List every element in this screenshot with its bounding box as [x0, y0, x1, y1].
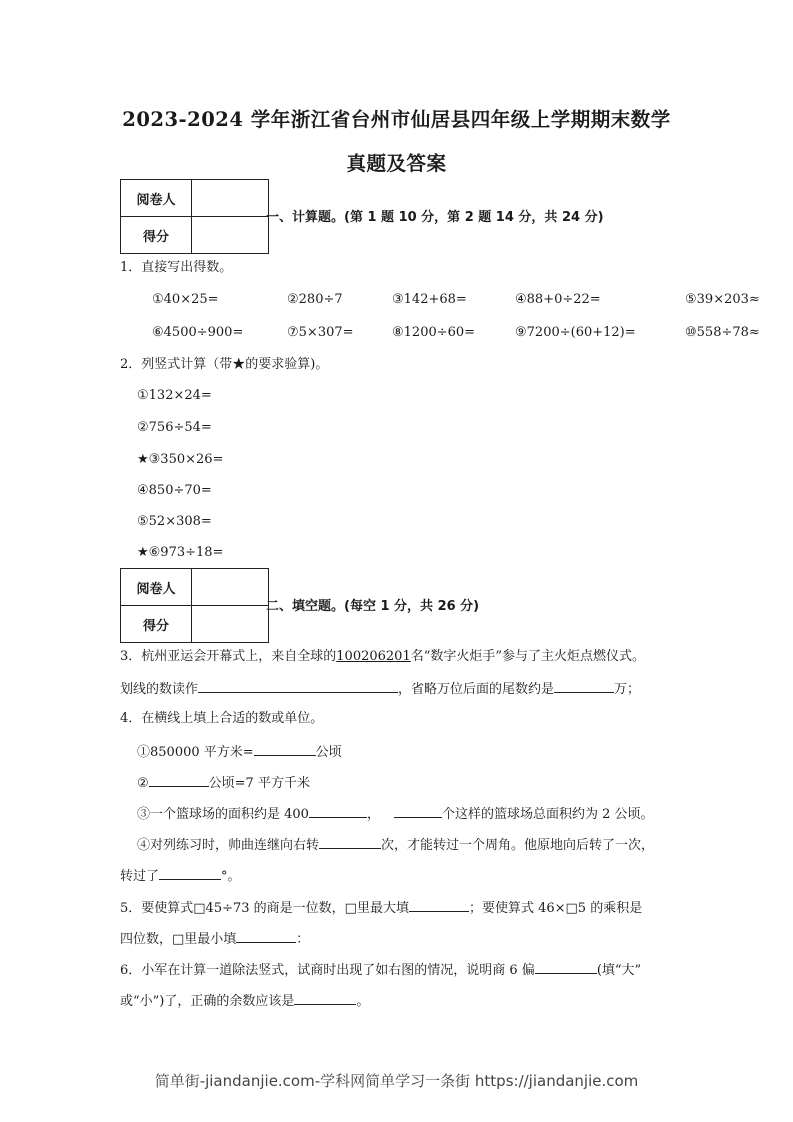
- q1-item-4: ④88+0÷22=: [515, 292, 601, 307]
- q5-line1: [120, 897, 642, 919]
- q4-2-text-b: 公顷=7 平方千米: [208, 776, 310, 791]
- q4-1-text-a: ①850000 平方米=: [137, 745, 254, 760]
- q1-item-3: ③142+68=: [392, 292, 467, 307]
- q2-item-3: ★③350×26=: [137, 452, 224, 467]
- q4-4-blank-1[interactable]: [319, 834, 381, 849]
- q4-2-text-a: ②: [137, 776, 149, 791]
- q4-4-text-b: 次，才能转过一个周角。他原地向后转了一次，: [381, 838, 655, 853]
- q4-1-text-b: 公顷: [315, 745, 342, 760]
- q4-3-blank-2[interactable]: [394, 803, 442, 818]
- q3-text-d: ，省略万位后面的尾数约是: [398, 682, 555, 697]
- q1-item-5: ⑤39×203≈: [685, 292, 760, 307]
- page-footer: 简单街-jiandanjie.com-学科网简单学习一条街 https://jiandanjie.com: [154, 1072, 639, 1090]
- reviewer-label: 阅卷人: [121, 180, 192, 217]
- q6-text-c: 或“小”)了，正确的余数应该是: [120, 994, 295, 1009]
- q3-underlined-number: 100206201: [336, 649, 411, 664]
- q4-title: 4．在横线上填上合适的数或单位。: [120, 711, 324, 726]
- doc-title-line2: 真题及答案: [346, 152, 447, 175]
- grader-box-2: [120, 568, 269, 643]
- grader-box-1: [120, 179, 269, 254]
- q4-3-blank-1[interactable]: [309, 803, 367, 818]
- q3-text-c: 划线的数读作: [120, 682, 199, 697]
- q5-text-b: ；要使算式 46×□5 的乘积是: [468, 901, 643, 916]
- section1-heading: 一、计算题。(第 1 题 10 分，第 2 题 14 分，共 24 分): [266, 210, 604, 225]
- q1-item-6: ⑥4500÷900=: [152, 325, 244, 340]
- q4-2-blank[interactable]: [149, 772, 209, 787]
- q3-line1: [120, 647, 645, 667]
- q4-3-text-a: ③一个篮球场的面积约是 400: [137, 807, 309, 822]
- q3-blank-2[interactable]: [554, 678, 614, 693]
- q3-line2: [120, 678, 640, 700]
- q4-4-text-d: °。: [221, 869, 241, 884]
- q4-item-1: [137, 741, 342, 763]
- score-cell: [192, 217, 269, 254]
- score-cell: [192, 606, 269, 643]
- doc-title-line1: 2023-2024 学年浙江省台州市仙居县四年级上学期期末数学: [122, 108, 671, 131]
- q6-text-b: (填“大”: [596, 963, 642, 978]
- q2-item-2: ②756÷54=: [137, 420, 212, 435]
- q1-item-10: ⑩558÷78≈: [685, 325, 760, 340]
- q4-item-3: [137, 803, 654, 825]
- q4-4-blank-2[interactable]: [159, 865, 221, 880]
- q2-item-1: ①132×24=: [137, 388, 212, 403]
- reviewer-cell: [192, 180, 269, 217]
- q2-item-6: ★⑥973÷18=: [137, 545, 224, 560]
- score-label: 得分: [121, 606, 192, 643]
- q3-text-e: 万；: [614, 682, 641, 697]
- q5-blank-2[interactable]: [236, 928, 296, 943]
- q4-item-2: [137, 772, 310, 794]
- q2-title: 2．列竖式计算（带★的要求验算)。: [120, 357, 329, 372]
- q1-item-9: ⑨7200÷(60+12)=: [515, 325, 636, 340]
- q5-text-d: ：: [296, 932, 310, 947]
- q5-text-c: 四位数，□里最小填: [120, 932, 237, 947]
- q3-text-b: 名“数字火炬手”参与了主火炬点燃仪式。: [410, 649, 646, 664]
- q1-title: 1．直接写出得数。: [120, 260, 233, 275]
- q1-item-1: ①40×25=: [152, 292, 219, 307]
- q1-item-8: ⑧1200÷60=: [392, 325, 476, 340]
- q6-line2: [120, 990, 369, 1012]
- q4-4-text-c: 转过了: [120, 869, 160, 884]
- q2-item-5: ⑤52×308=: [137, 514, 212, 529]
- q2-item-4: ④850÷70=: [137, 483, 212, 498]
- q6-blank-2[interactable]: [294, 990, 356, 1005]
- q5-blank-1[interactable]: [409, 897, 469, 912]
- q5-line2: [120, 928, 309, 950]
- q4-1-blank[interactable]: [254, 741, 316, 756]
- q5-text-a: 5．要使算式□45÷73 的商是一位数，□里最大填: [120, 901, 409, 916]
- reviewer-cell: [192, 569, 269, 606]
- q4-item-4-line1: [137, 834, 654, 856]
- q6-blank-1[interactable]: [535, 959, 597, 974]
- q4-4-text-a: ④对列练习时，帅曲连继向右转: [137, 838, 320, 853]
- q6-text-d: 。: [356, 994, 370, 1009]
- q3-text-a: 3．杭州亚运会开幕式上，来自全球的: [120, 649, 337, 664]
- q1-item-7: ⑦5×307=: [287, 325, 354, 340]
- section2-heading: 二、填空题。(每空 1 分，共 26 分): [266, 599, 480, 614]
- q6-text-a: 6．小军在计算一道除法竖式，试商时出现了如右图的情况，说明商 6 偏: [120, 963, 535, 978]
- q4-3-text-b: ，: [366, 807, 380, 822]
- q1-item-2: ②280÷7: [287, 292, 343, 307]
- score-label: 得分: [121, 217, 192, 254]
- reviewer-label: 阅卷人: [121, 569, 192, 606]
- q4-3-text-c: 个这样的篮球场总面积约为 2 公顷。: [441, 807, 654, 822]
- q4-item-4-line2: [120, 865, 241, 887]
- q3-blank-1[interactable]: [198, 678, 398, 693]
- q6-line1: [120, 959, 641, 981]
